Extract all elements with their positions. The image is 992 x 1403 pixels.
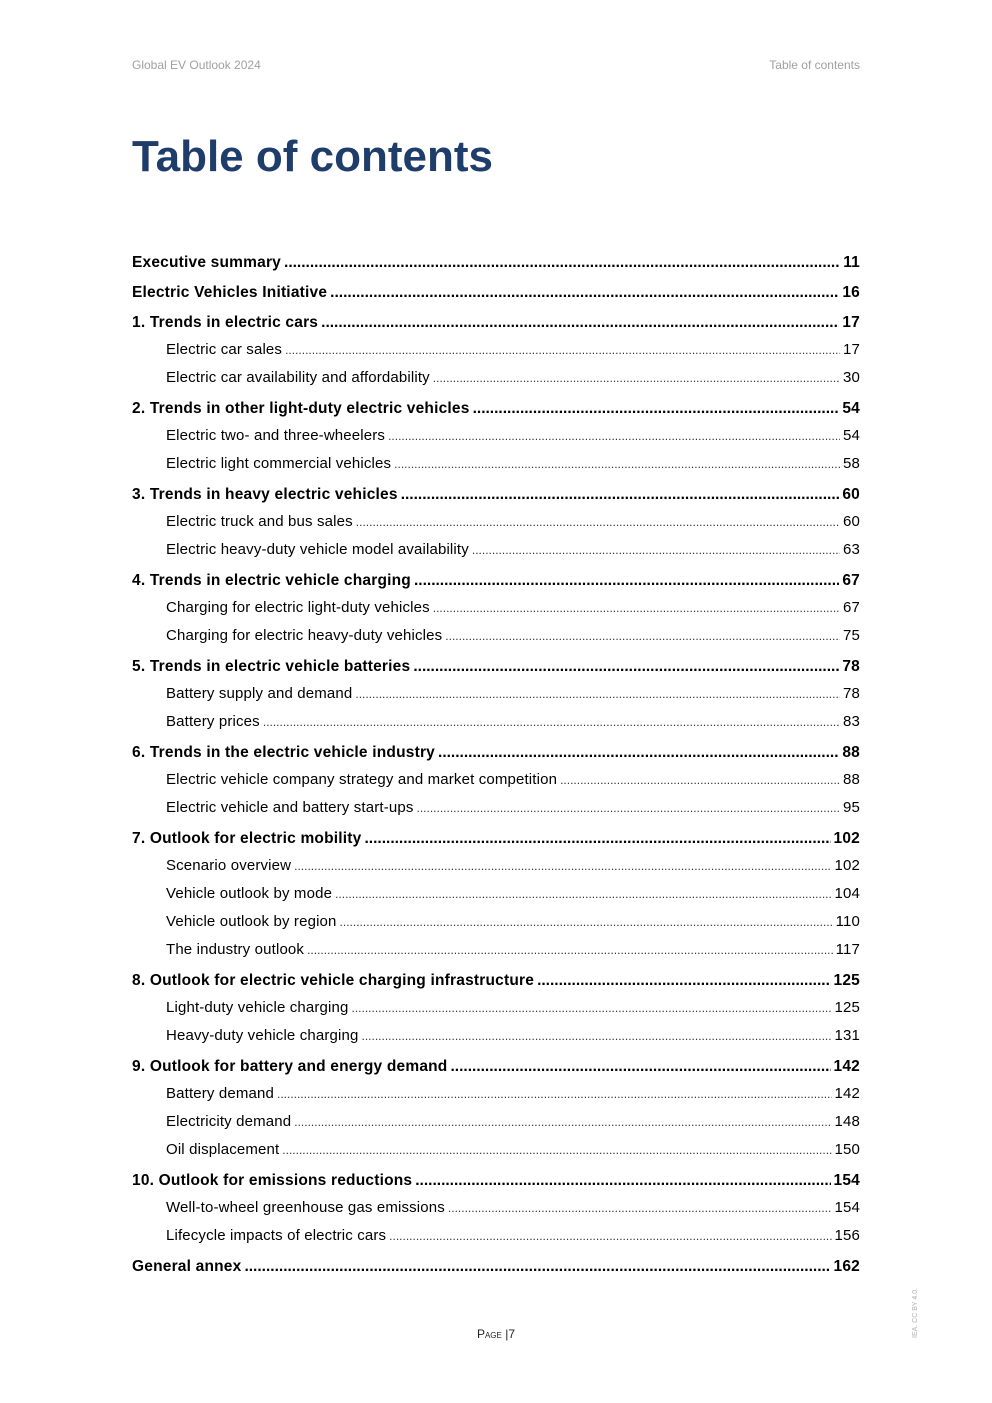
page-title: Table of contents bbox=[132, 132, 493, 181]
toc-entry-label: Charging for electric light-duty vehicles bbox=[166, 599, 430, 616]
toc-dot-leader bbox=[413, 658, 839, 676]
toc-dot-leader bbox=[356, 515, 840, 529]
toc-entry-label: 4. Trends in electric vehicle charging bbox=[132, 572, 411, 589]
toc-dot-leader bbox=[560, 773, 840, 787]
header-section-title: Table of contents bbox=[769, 58, 860, 72]
toc-entry-page-number: 17 bbox=[842, 314, 860, 331]
toc-entry-label: 10. Outlook for emissions reductions bbox=[132, 1172, 413, 1189]
toc-entry-page-number: 67 bbox=[842, 572, 860, 589]
toc-entry-label: Battery demand bbox=[166, 1085, 274, 1102]
toc-entry-label: Electric car sales bbox=[166, 341, 283, 358]
toc-section-entry[interactable] bbox=[132, 712, 860, 740]
toc-dot-leader bbox=[472, 543, 840, 557]
toc-entry-label: Electric two- and three-wheelers bbox=[166, 427, 386, 444]
toc-entry-page-number: 16 bbox=[842, 284, 860, 301]
toc-entry-page-number: 54 bbox=[843, 427, 860, 444]
toc-dot-leader bbox=[340, 915, 833, 929]
toc-section-entry[interactable] bbox=[132, 998, 860, 1026]
toc-entry-page-number: 17 bbox=[843, 341, 860, 358]
toc-entry-page-number: 148 bbox=[834, 1113, 860, 1130]
toc-entry-label: Scenario overview bbox=[166, 857, 292, 874]
toc-chapter-entry[interactable] bbox=[132, 826, 860, 856]
toc-chapter-entry[interactable] bbox=[132, 1168, 860, 1198]
toc-dot-leader bbox=[330, 284, 839, 302]
toc-entry-label: Electric light commercial vehicles bbox=[166, 455, 392, 472]
toc-entry-page-number: 78 bbox=[843, 685, 860, 702]
toc-dot-leader bbox=[389, 1229, 831, 1243]
toc-dot-leader bbox=[438, 744, 839, 762]
toc-entry-label: Heavy-duty vehicle charging bbox=[166, 1027, 359, 1044]
toc-dot-leader bbox=[537, 972, 830, 990]
toc-entry-page-number: 150 bbox=[834, 1141, 860, 1158]
toc-dot-leader bbox=[415, 1172, 830, 1190]
toc-entry-label: General annex bbox=[132, 1258, 242, 1275]
toc-dot-leader bbox=[294, 859, 831, 873]
toc-entry-label: 9. Outlook for battery and energy demand bbox=[132, 1058, 448, 1075]
toc-entry-page-number: 60 bbox=[843, 513, 860, 530]
license-mark: IEA. CC BY 4.0. bbox=[912, 1287, 919, 1338]
toc-section-entry[interactable] bbox=[132, 1112, 860, 1140]
toc-dot-leader bbox=[414, 572, 839, 590]
toc-chapter-entry[interactable] bbox=[132, 482, 860, 512]
table-of-contents bbox=[132, 250, 860, 1284]
toc-entry-page-number: 125 bbox=[833, 972, 860, 989]
toc-section-entry[interactable] bbox=[132, 426, 860, 454]
toc-entry-label: 1. Trends in electric cars bbox=[132, 314, 319, 331]
toc-entry-page-number: 154 bbox=[833, 1172, 860, 1189]
toc-section-entry[interactable] bbox=[132, 684, 860, 712]
toc-dot-leader bbox=[448, 1201, 832, 1215]
toc-entry-page-number: 95 bbox=[843, 799, 860, 816]
toc-section-entry[interactable] bbox=[132, 1026, 860, 1054]
toc-entry-label: Electric vehicle and battery start-ups bbox=[166, 799, 414, 816]
toc-dot-leader bbox=[321, 314, 839, 332]
toc-entry-page-number: 60 bbox=[842, 486, 860, 503]
toc-entry-label: Executive summary bbox=[132, 254, 282, 271]
toc-chapter-entry[interactable] bbox=[132, 250, 860, 280]
toc-section-entry[interactable] bbox=[132, 798, 860, 826]
toc-entry-page-number: 104 bbox=[834, 885, 860, 902]
toc-entry-page-number: 102 bbox=[833, 830, 860, 847]
toc-chapter-entry[interactable] bbox=[132, 654, 860, 684]
toc-dot-leader bbox=[277, 1087, 832, 1101]
toc-dot-leader bbox=[445, 629, 840, 643]
footer-separator: | bbox=[505, 1327, 509, 1341]
toc-section-entry[interactable] bbox=[132, 884, 860, 912]
toc-entry-page-number: 58 bbox=[843, 455, 860, 472]
page-footer bbox=[0, 1327, 992, 1341]
toc-dot-leader bbox=[450, 1058, 830, 1076]
toc-entry-label: 8. Outlook for electric vehicle charging infrastructure bbox=[132, 972, 535, 989]
toc-entry-page-number: 67 bbox=[843, 599, 860, 616]
toc-entry-page-number: 125 bbox=[834, 999, 860, 1016]
toc-section-entry[interactable] bbox=[132, 940, 860, 968]
toc-entry-label: Electric Vehicles Initiative bbox=[132, 284, 328, 301]
toc-chapter-entry[interactable] bbox=[132, 396, 860, 426]
toc-dot-leader bbox=[473, 400, 840, 418]
toc-section-entry[interactable] bbox=[132, 340, 860, 368]
toc-entry-page-number: 156 bbox=[834, 1227, 860, 1244]
toc-dot-leader bbox=[294, 1115, 831, 1129]
toc-entry-page-number: 117 bbox=[835, 941, 860, 958]
toc-dot-leader bbox=[364, 830, 830, 848]
toc-entry-label: Oil displacement bbox=[166, 1141, 280, 1158]
toc-dot-leader bbox=[307, 943, 833, 957]
toc-entry-label: Vehicle outlook by region bbox=[166, 913, 337, 930]
toc-dot-leader bbox=[433, 601, 840, 615]
toc-dot-leader bbox=[401, 486, 840, 504]
toc-entry-page-number: 83 bbox=[843, 713, 860, 730]
toc-entry-label: Well-to-wheel greenhouse gas emissions bbox=[166, 1199, 445, 1216]
toc-section-entry[interactable] bbox=[132, 368, 860, 396]
toc-entry-label: Vehicle outlook by mode bbox=[166, 885, 333, 902]
toc-entry-label: 5. Trends in electric vehicle batteries bbox=[132, 658, 411, 675]
toc-entry-page-number: 75 bbox=[843, 627, 860, 644]
toc-chapter-entry[interactable] bbox=[132, 968, 860, 998]
header-document-title: Global EV Outlook 2024 bbox=[132, 58, 261, 72]
running-header bbox=[132, 58, 860, 72]
toc-entry-page-number: 162 bbox=[833, 1258, 860, 1275]
toc-entry-page-number: 78 bbox=[842, 658, 860, 675]
toc-dot-leader bbox=[335, 887, 831, 901]
toc-entry-label: Electric vehicle company strategy and market competition bbox=[166, 771, 558, 788]
toc-section-entry[interactable] bbox=[132, 1198, 860, 1226]
toc-dot-leader bbox=[352, 1001, 832, 1015]
toc-dot-leader bbox=[284, 254, 840, 272]
toc-dot-leader bbox=[282, 1143, 831, 1157]
toc-section-entry[interactable] bbox=[132, 626, 860, 654]
toc-section-entry[interactable] bbox=[132, 512, 860, 540]
toc-section-entry[interactable] bbox=[132, 912, 860, 940]
toc-entry-page-number: 102 bbox=[834, 857, 860, 874]
toc-entry-label: Lifecycle impacts of electric cars bbox=[166, 1227, 387, 1244]
toc-entry-page-number: 63 bbox=[843, 541, 860, 558]
toc-dot-leader bbox=[244, 1258, 830, 1276]
toc-dot-leader bbox=[433, 371, 840, 385]
toc-section-entry[interactable] bbox=[132, 454, 860, 482]
toc-entry-page-number: 131 bbox=[834, 1027, 860, 1044]
toc-entry-page-number: 142 bbox=[834, 1085, 860, 1102]
toc-dot-leader bbox=[263, 715, 840, 729]
toc-entry-page-number: 154 bbox=[834, 1199, 860, 1216]
toc-entry-page-number: 110 bbox=[835, 913, 860, 930]
toc-entry-label: Battery supply and demand bbox=[166, 685, 353, 702]
toc-section-entry[interactable] bbox=[132, 1226, 860, 1254]
toc-entry-page-number: 30 bbox=[843, 369, 860, 386]
toc-dot-leader bbox=[416, 801, 840, 815]
toc-dot-leader bbox=[361, 1029, 831, 1043]
toc-chapter-entry[interactable] bbox=[132, 740, 860, 770]
toc-section-entry[interactable] bbox=[132, 1084, 860, 1112]
toc-entry-label: Light-duty vehicle charging bbox=[166, 999, 349, 1016]
toc-section-entry[interactable] bbox=[132, 1140, 860, 1168]
toc-entry-label: Electric car availability and affordability bbox=[166, 369, 430, 386]
toc-entry-label: Battery prices bbox=[166, 713, 260, 730]
footer-page-word: Page bbox=[476, 1327, 502, 1341]
toc-entry-page-number: 11 bbox=[843, 254, 860, 271]
toc-section-entry[interactable] bbox=[132, 540, 860, 568]
toc-entry-page-number: 142 bbox=[833, 1058, 860, 1075]
toc-entry-page-number: 88 bbox=[843, 771, 860, 788]
toc-dot-leader bbox=[285, 343, 840, 357]
footer-page-number: 7 bbox=[508, 1327, 516, 1341]
toc-entry-label: Charging for electric heavy-duty vehicles bbox=[166, 627, 443, 644]
toc-entry-label: Electric heavy-duty vehicle model availability bbox=[166, 541, 469, 558]
toc-entry-page-number: 54 bbox=[842, 400, 860, 417]
toc-dot-leader bbox=[388, 429, 840, 443]
toc-entry-page-number: 88 bbox=[842, 744, 860, 761]
toc-chapter-entry[interactable] bbox=[132, 280, 860, 310]
toc-chapter-entry[interactable] bbox=[132, 310, 860, 340]
toc-entry-label: 6. Trends in the electric vehicle industry bbox=[132, 744, 436, 761]
toc-section-entry[interactable] bbox=[132, 598, 860, 626]
toc-section-entry[interactable] bbox=[132, 770, 860, 798]
toc-chapter-entry[interactable] bbox=[132, 568, 860, 598]
toc-entry-label: The industry outlook bbox=[166, 941, 305, 958]
toc-dot-leader bbox=[394, 457, 840, 471]
toc-entry-label: 7. Outlook for electric mobility bbox=[132, 830, 362, 847]
toc-entry-label: Electricity demand bbox=[166, 1113, 292, 1130]
toc-entry-label: 2. Trends in other light-duty electric vehicles bbox=[132, 400, 470, 417]
toc-entry-label: 3. Trends in heavy electric vehicles bbox=[132, 486, 398, 503]
toc-section-entry[interactable] bbox=[132, 856, 860, 884]
toc-chapter-entry[interactable] bbox=[132, 1254, 860, 1284]
toc-chapter-entry[interactable] bbox=[132, 1054, 860, 1084]
toc-entry-label: Electric truck and bus sales bbox=[166, 513, 353, 530]
toc-dot-leader bbox=[355, 687, 840, 701]
